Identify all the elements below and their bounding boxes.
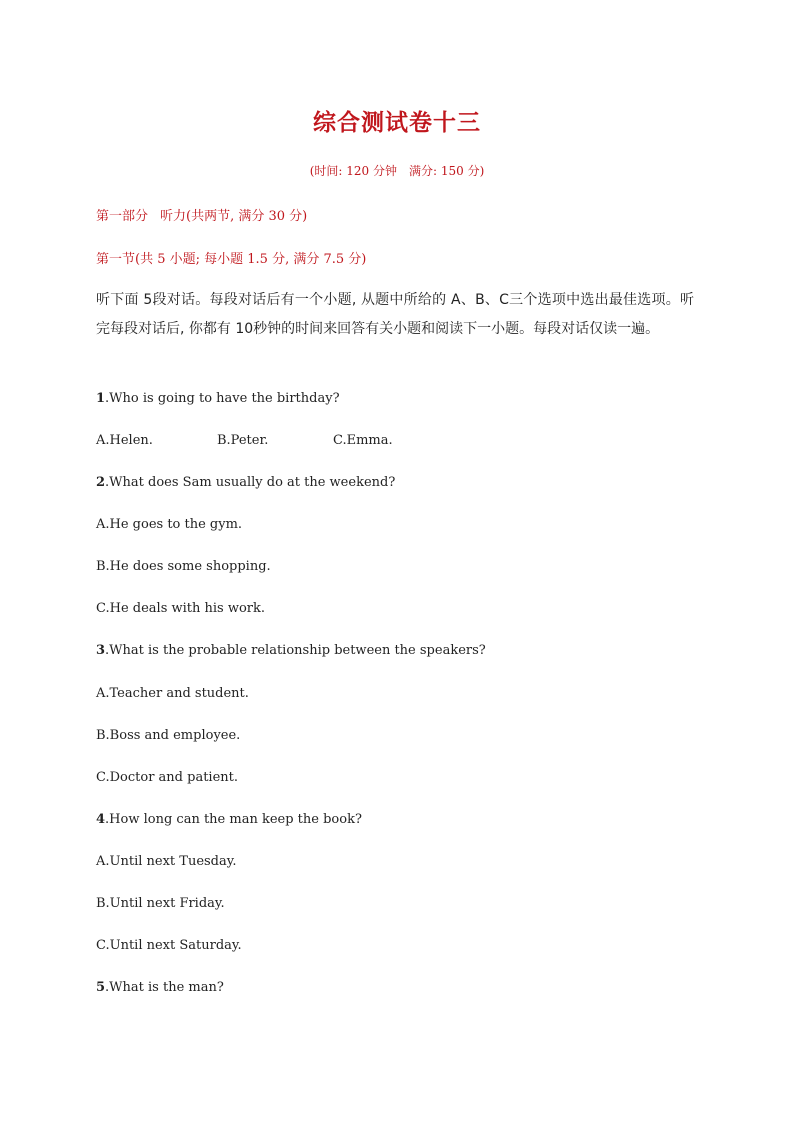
exam-time-score: (时间: 120 分钟 满分: 150 分) bbox=[309, 164, 485, 178]
question-number: 5 bbox=[96, 980, 106, 995]
instructions-paragraph: 听下面 5段对话。每段对话后有一个小题, 从题中所给的 A、B、C三个选项中选出最佳选项。听完每段对话后, 你都有 10秒钟的时间来回答有关小题和阅读下一小题。每段对话仅读一遍。 bbox=[96, 292, 694, 337]
question-3 bbox=[96, 643, 486, 658]
part-section: 听力(共两节, 满分 30 分) bbox=[160, 209, 308, 224]
option-a: A.He goes to the gym. bbox=[96, 517, 243, 532]
option-a: A.Until next Tuesday. bbox=[96, 854, 237, 869]
question-text: .How long can the man keep the book? bbox=[105, 812, 362, 827]
option-b: B.He does some shopping. bbox=[96, 559, 271, 574]
option-c: C.Until next Saturday. bbox=[96, 938, 242, 953]
question-number: 1 bbox=[96, 391, 106, 406]
option-b: B.Until next Friday. bbox=[96, 896, 225, 911]
exam-title: 综合测试卷十三 bbox=[313, 110, 481, 136]
part-name: 第一部分 bbox=[96, 209, 149, 224]
question-5 bbox=[96, 980, 224, 995]
section-name: 第一节 bbox=[96, 252, 136, 267]
question-number: 3 bbox=[96, 643, 106, 658]
section-heading bbox=[96, 248, 366, 267]
option-a: A.Teacher and student. bbox=[96, 686, 249, 701]
question-text: .Who is going to have the birthday? bbox=[105, 391, 340, 406]
option-b: B.Peter. bbox=[217, 433, 269, 448]
option-a: A.Helen. bbox=[96, 433, 153, 448]
question-text: .What does Sam usually do at the weekend? bbox=[105, 475, 396, 490]
question-2 bbox=[96, 475, 395, 490]
question-1-options bbox=[96, 433, 393, 448]
option-c: C.Doctor and patient. bbox=[96, 770, 238, 785]
question-number: 4 bbox=[96, 812, 106, 827]
section-info: (共 5 小题; 每小题 1.5 分, 满分 7.5 分) bbox=[135, 252, 367, 267]
option-c: C.Emma. bbox=[333, 433, 393, 448]
question-1 bbox=[96, 391, 340, 406]
question-text: .What is the man? bbox=[105, 980, 224, 995]
question-4 bbox=[96, 812, 362, 827]
option-c: C.He deals with his work. bbox=[96, 601, 266, 616]
question-text: .What is the probable relationship between the speakers? bbox=[105, 643, 486, 658]
part-heading bbox=[96, 205, 307, 224]
option-b: B.Boss and employee. bbox=[96, 728, 241, 743]
question-number: 2 bbox=[96, 475, 106, 490]
